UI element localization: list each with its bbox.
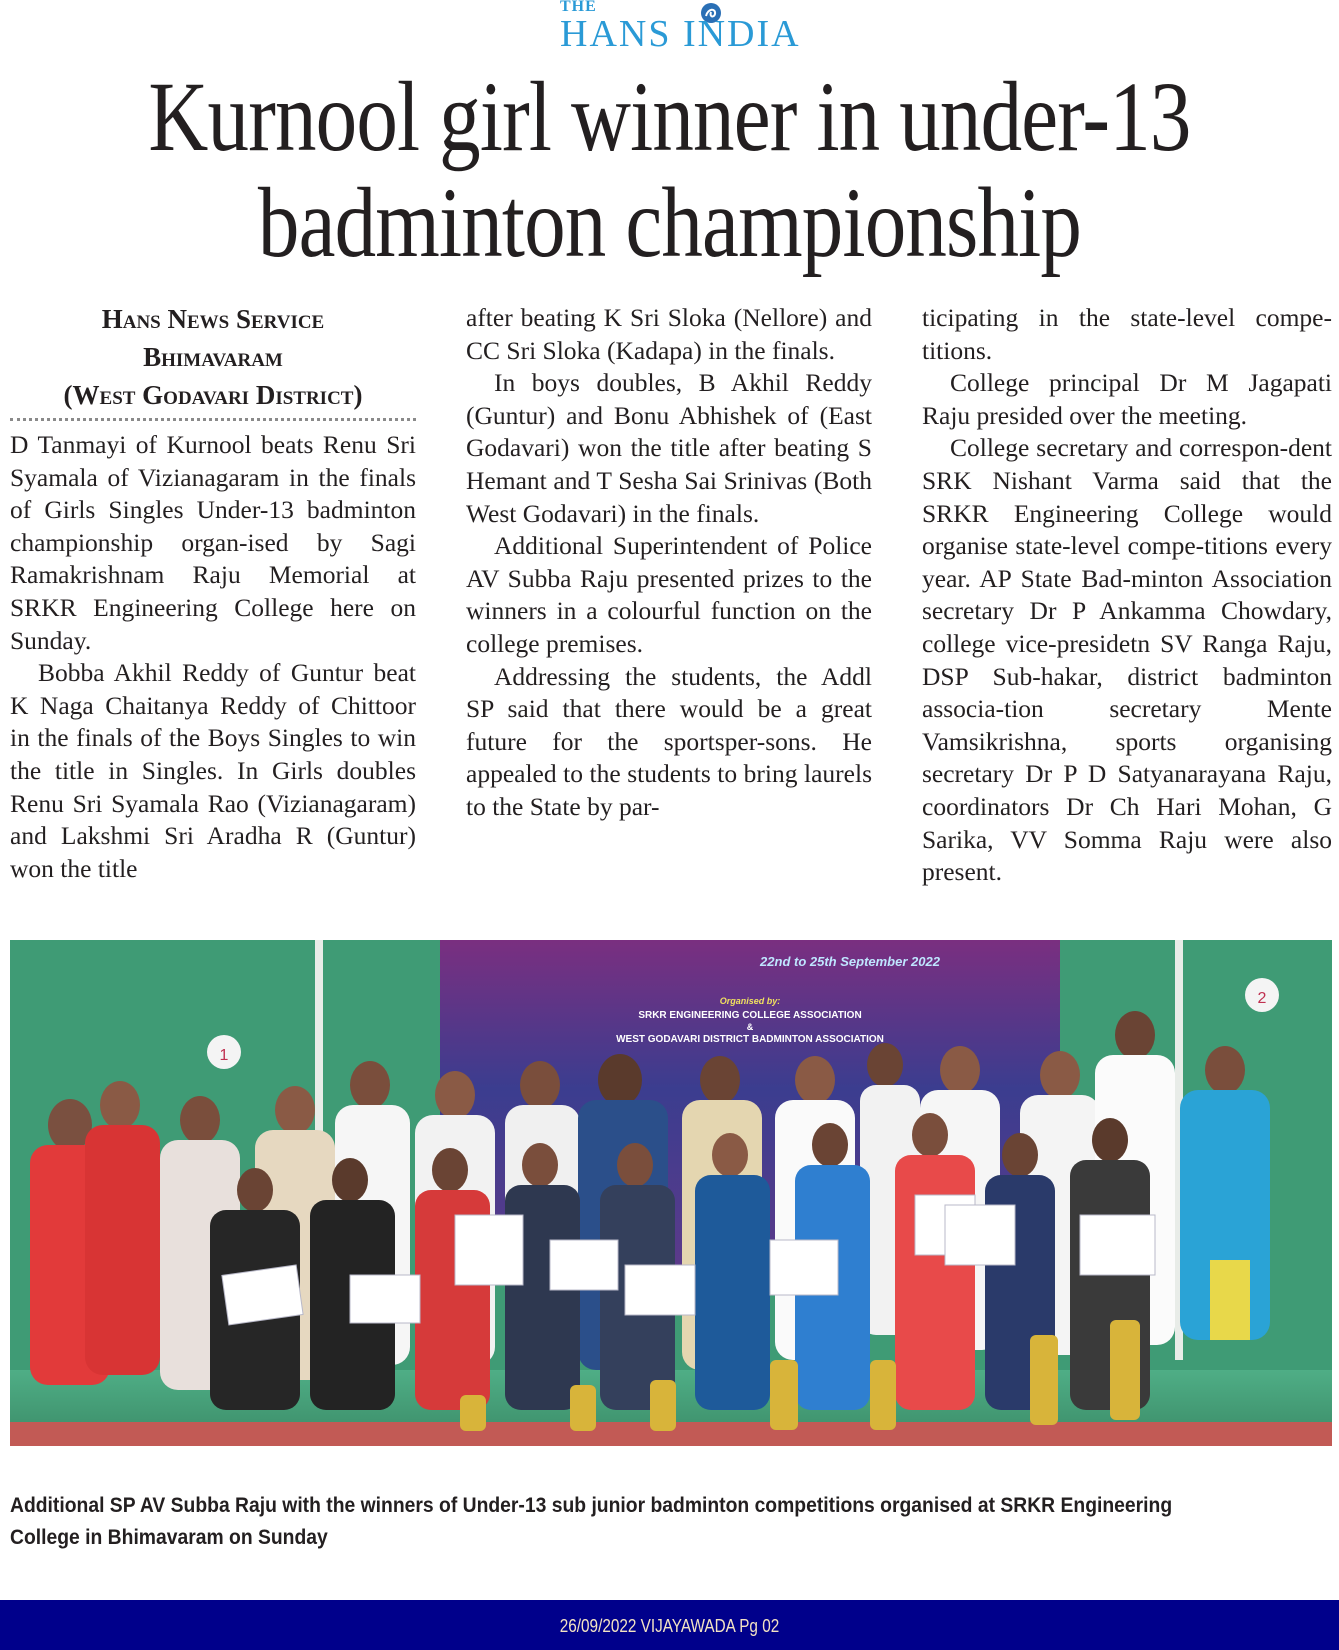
article-paragraph: D Tanmayi of Kurnool beats Renu Sri Syamala of Vizianagaram in the finals of Girls Singles Under-13 badminton championship organ-ised by Sagi Ramakrishnam Raju Memorial at SRKR Engineering College here on Sunday. [10, 430, 416, 655]
byline-divider [10, 418, 416, 421]
article-paragraph: after beating K Sri Sloka (Nellore) and CC Sri Sloka (Kadapa) in the finals. [466, 303, 872, 365]
byline-agency: Hans News Service [101, 304, 325, 334]
article-paragraph: Addressing the students, the Addl SP said that there would be a great future for the sportsper-sons. He appealed to the students to bring laurels to the State by par- [466, 661, 872, 821]
masthead-the: THE [560, 0, 597, 15]
court-2-number: 2 [1257, 990, 1267, 1007]
photo-caption: Additional SP AV Subba Raju with the winners of Under-13 sub junior badminton competitions organised at SRKR Engineering College in Bhimavaram on Sunday [10, 1494, 1173, 1549]
banner-dates: 22nd to 25th September 2022 [760, 954, 940, 969]
banner-organised-by: Organised by: [719, 996, 781, 1006]
article-column-1 [10, 300, 416, 885]
group-photo-illustration [10, 940, 1332, 1446]
banner-amp: & [746, 1022, 754, 1032]
byline [10, 300, 416, 414]
article-paragraph: ticipating in the state-level compe-titions. [922, 303, 1332, 365]
article-paragraph: Additional Superintendent of Police AV Subba Raju presented prizes to the winners in a colourful function on the college premises. [466, 531, 872, 658]
headline [114, 61, 1225, 278]
group-photo [10, 940, 1332, 1446]
banner-org-2: WEST GODAVARI DISTRICT BADMINTON ASSOCIATION [616, 1034, 884, 1045]
byline-district: (West Godavari District) [63, 380, 363, 410]
banner-org-1: SRKR ENGINEERING COLLEGE ASSOCIATION [638, 1010, 862, 1021]
court-1-number: 1 [219, 1047, 229, 1064]
headline-line-1: Kurnool girl winner in under-13 [148, 61, 1191, 172]
masthead-title: HANS INDIA [560, 13, 801, 55]
article-column-2 [466, 302, 872, 824]
footer-date-edition-page: 26/09/2022 VIJAYAWADA Pg 02 [559, 1616, 780, 1636]
article-paragraph: In boys doubles, B Akhil Reddy (Guntur) and Bonu Abhishek of (East Godavari) won the title after beating S Hemant and T Sesha Sai Srinivas (Both West Godavari) in the finals. [466, 368, 872, 528]
byline-city: Bhimavaram [143, 342, 283, 372]
headline-line-2: badminton championship [257, 167, 1082, 278]
article-paragraph: College principal Dr M Jagapati Raju presided over the meeting. [922, 368, 1332, 430]
article-column-3 [922, 302, 1332, 889]
masthead [0, 0, 1339, 58]
article-paragraph: Bobba Akhil Reddy of Guntur beat K Naga Chaitanya Reddy of Chittoor in the finals of the Boys Singles to win the title in Singles. In Girls doubles Renu Sri Syamala Rao (Vizianagaram) and Lakshmi Sri Aradha R (Guntur) won the title [10, 658, 416, 883]
footer-bar [0, 1600, 1339, 1650]
article-paragraph: College secretary and correspon-dent SRK Nishant Varma said that the SRKR Engineering College would organise state-level compe-titions every year. AP State Bad-minton Association secretary Dr P Ankamma Chowdary, college vice-presidetn SV Ranga Raju, DSP Sub-hakar, district badminton associa-tion secretary Mente Vamsikrishna, sports organising secretary Dr P D Satyanarayana Raju, coordinators Dr Ch Hari Mohan, G Sarika, VV Somma Raju were also present. [922, 433, 1332, 887]
